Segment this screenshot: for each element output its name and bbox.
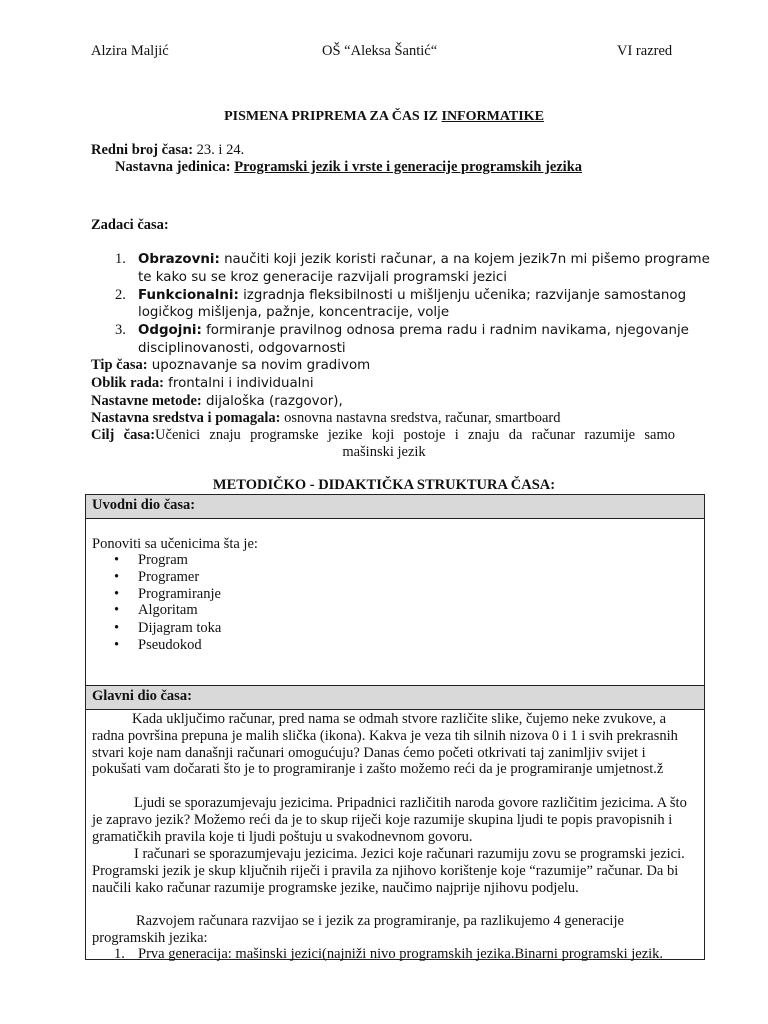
lesson-number-value: 23. i 24.	[193, 142, 245, 158]
lesson-unit-label: Nastavna jedinica:	[115, 159, 231, 175]
task-line-continued: disciplinovanosti, odgovarnosti	[138, 341, 346, 356]
bullet-icon: •	[114, 569, 120, 585]
lesson-type	[91, 357, 370, 374]
task-line-continued: logičkog mišljenja, pažnje, koncentracije, volje	[138, 305, 450, 320]
divider	[86, 518, 704, 519]
task-line: Funkcionalni: izgradnja fleksibilnosti u mišljenju učenika; razvijanje samostanog	[138, 288, 687, 303]
lesson-unit-value: Programski jezik i vrste i generacije programskih jezika	[234, 159, 583, 175]
grade-label: VI razred	[617, 43, 673, 59]
work-form-value: frontalni i individualni	[163, 376, 314, 391]
divider	[86, 709, 704, 710]
tasks-heading: Zadaci časa:	[91, 217, 169, 233]
title-subject: INFORMATIKE	[441, 109, 544, 124]
paragraph: Kada uključimo računar, pred nama se odmah stvore različite slike, čujemo neke zvukove, a radna površina prepuna je malih slička (ikona). Kakva je veza tih silnih nizova 0 i 1 i svih prekrasnih stvari koje nam današnji računari omogućuju? Danas ćemo početi otkrivati taj zanimljiv svijet i pokušati vam dočarati što je to programiranje i zašto možemo reći da je programiranje umjetnost.ž	[92, 711, 678, 778]
intro-text: Ponoviti sa učenicima šta je:	[92, 536, 258, 552]
list-item: Pseudokod	[138, 637, 202, 653]
teaching-resources-label: Nastavna sredstva i pomagala:	[91, 410, 281, 426]
task-label: Odgojni:	[138, 323, 202, 338]
task-number: 1.	[115, 251, 126, 267]
task-line: Obrazovni: naučiti koji jezik koristi računar, a na kojem jezik7n mi pišemo programe	[138, 252, 710, 267]
task-number: 2.	[115, 287, 126, 303]
task-number: 3.	[115, 322, 126, 338]
teaching-methods	[91, 393, 343, 410]
bullet-icon: •	[114, 552, 120, 568]
work-form-label: Oblik rada:	[91, 375, 164, 391]
paragraph: I računari se sporazumjevaju jezicima. Jezici koje računari razumiju zovu se programski jezici. Programski jezik je skup ključnih riječi i pravila za njihovo korištenje koje “razumije” računar. Da bi naučili kako računar razumije programske jezike, naučimo najprije njihovu podjelu.	[92, 846, 685, 896]
lesson-type-label: Tip časa:	[91, 357, 148, 373]
list-item: Dijagram toka	[138, 620, 222, 636]
school-name: OŠ “Aleksa Šantić“	[322, 43, 438, 59]
title-prefix: PISMENA PRIPREMA ZA ČAS IZ	[224, 109, 442, 124]
author-name: Alzira Maljić	[91, 43, 169, 59]
task-label: Obrazovni:	[138, 252, 220, 267]
bullet-icon: •	[114, 586, 120, 602]
generation-item: Prva generacija: mašinski jezici(najniži nivo programskih jezika.Binarni programski jezik.	[138, 946, 664, 962]
teaching-methods-label: Nastavne metode:	[91, 393, 202, 409]
paragraph: Ljudi se sporazumjevaju jezicima. Pripadnici različitih naroda govore različitim jezicima. A što je zapravo jezik? Možemo reći da je to skup riječi koje razumije skupina ljudi te popis pravopisnih i gramatičkih pravila koje ti ljudi poštuju u svakodnevnom govoru.	[92, 795, 687, 845]
document-title	[0, 109, 768, 125]
teaching-methods-value: dijaloška (razgovor),	[201, 394, 343, 409]
lesson-goal	[91, 427, 675, 444]
lesson-number-label: Redni broj časa:	[91, 142, 194, 158]
task-line-continued: te kako su se kroz generacije razvijali programski jezici	[138, 270, 507, 285]
teaching-resources	[91, 410, 561, 427]
work-form	[91, 375, 314, 392]
teaching-resources-value: osnovna nastavna sredstva, računar, smartboard	[280, 410, 561, 426]
main-heading: Glavni dio časa:	[92, 688, 192, 704]
structure-table	[85, 494, 705, 960]
lesson-goal-value: Učenici znaju programske jezike koji postoje i znaju da računar razumije samo	[155, 427, 675, 443]
list-item: Programiranje	[138, 586, 221, 602]
lesson-number	[91, 142, 244, 159]
task-label: Funkcionalni:	[138, 288, 239, 303]
task-line: Odgojni: formiranje pravilnog odnosa prema radu i radnim navikama, njegovanje	[138, 323, 689, 338]
list-item: Algoritam	[138, 602, 198, 618]
bullet-icon: •	[114, 637, 120, 653]
list-item: Program	[138, 552, 188, 568]
structure-title: METODIČKO - DIDAKTIČKA STRUKTURA ČASA:	[212, 477, 556, 493]
lesson-unit	[115, 159, 582, 176]
paragraph: Razvojem računara razvijao se i jezik za programiranje, pa razlikujemo 4 generacije programskih jezika:	[92, 913, 624, 946]
generation-number: 1.	[114, 946, 125, 962]
list-item: Programer	[138, 569, 200, 585]
bullet-icon: •	[114, 620, 120, 636]
lesson-goal-continued: mašinski jezik	[342, 444, 426, 460]
lesson-type-value: upoznavanje sa novim gradivom	[147, 358, 371, 373]
lesson-goal-label: Cilj časa:	[91, 427, 156, 443]
bullet-icon: •	[114, 602, 120, 618]
intro-heading: Uvodni dio časa:	[92, 497, 196, 513]
